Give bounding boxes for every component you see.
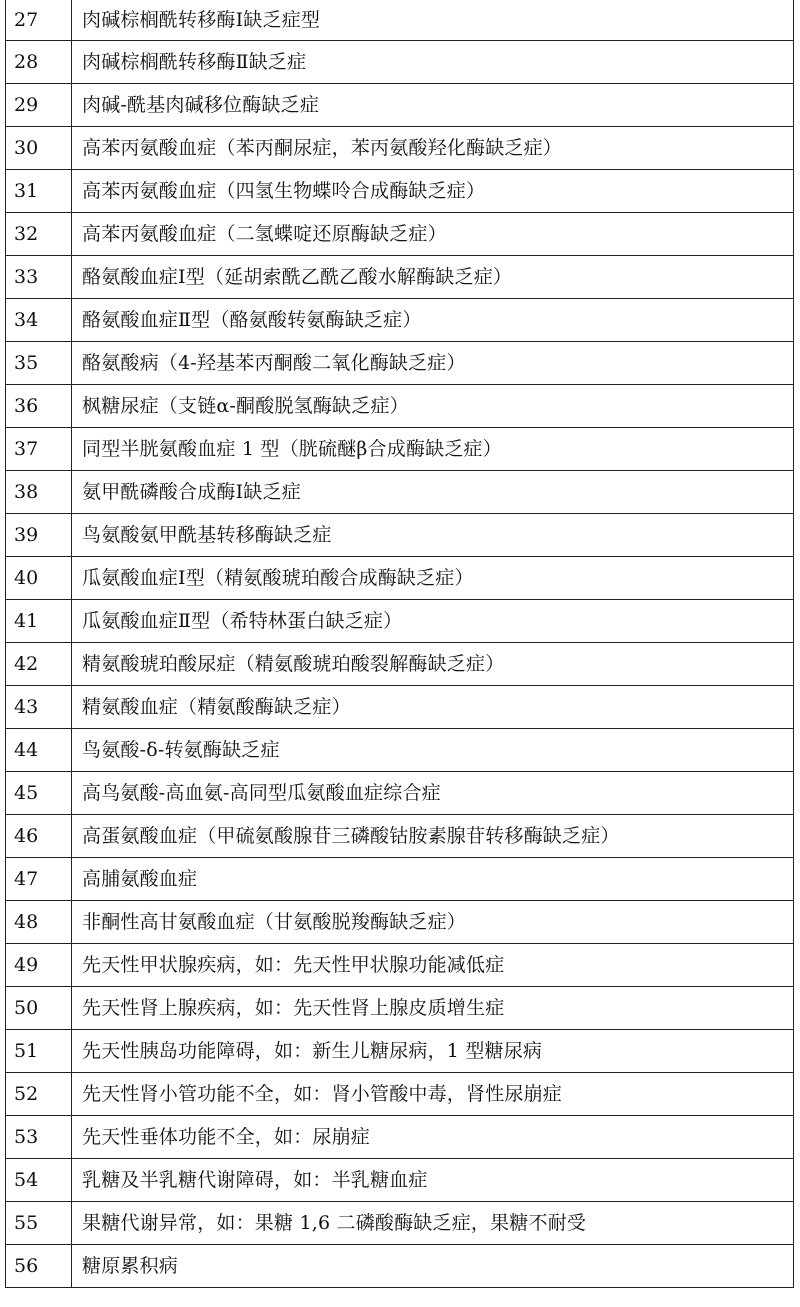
table-row [6,213,794,256]
row-number: 46 [6,815,72,858]
disease-name: 先天性甲状腺疾病，如：先天性甲状腺功能减低症 [72,944,794,987]
disease-name: 糖原累积病 [72,1245,794,1288]
row-number: 45 [6,772,72,815]
disease-name: 氨甲酰磷酸合成酶Ⅰ缺乏症 [72,471,794,514]
row-number: 56 [6,1245,72,1288]
disease-name: 瓜氨酸血症Ⅱ型（希特林蛋白缺乏症） [72,600,794,643]
table-row [6,1159,794,1202]
table-row [6,385,794,428]
table-row [6,815,794,858]
row-number: 27 [6,0,72,41]
row-number: 43 [6,686,72,729]
row-number: 52 [6,1073,72,1116]
row-number: 34 [6,299,72,342]
table-row [6,471,794,514]
table-row [6,987,794,1030]
table-row [6,729,794,772]
row-number: 33 [6,256,72,299]
row-number: 51 [6,1030,72,1073]
table-row [6,1030,794,1073]
disease-name: 高苯丙氨酸血症（四氢生物蝶呤合成酶缺乏症） [72,170,794,213]
disease-name: 高苯丙氨酸血症（二氢蝶啶还原酶缺乏症） [72,213,794,256]
disease-table [5,0,794,1288]
disease-name: 同型半胱氨酸血症 1 型（胱硫醚β合成酶缺乏症） [72,428,794,471]
disease-name: 果糖代谢异常，如：果糖 1,6 二磷酸酶缺乏症，果糖不耐受 [72,1202,794,1245]
table-row [6,1116,794,1159]
disease-name: 先天性肾上腺疾病，如：先天性肾上腺皮质增生症 [72,987,794,1030]
disease-name: 酪氨酸血症Ⅱ型（酪氨酸转氨酶缺乏症） [72,299,794,342]
disease-name: 鸟氨酸氨甲酰基转移酶缺乏症 [72,514,794,557]
table-row [6,256,794,299]
table-row [6,84,794,127]
disease-name: 乳糖及半乳糖代谢障碍，如：半乳糖血症 [72,1159,794,1202]
table-row [6,514,794,557]
row-number: 32 [6,213,72,256]
disease-name: 先天性胰岛功能障碍，如：新生儿糖尿病，1 型糖尿病 [72,1030,794,1073]
row-number: 29 [6,84,72,127]
disease-name: 肉碱棕榈酰转移酶Ⅱ缺乏症 [72,41,794,84]
disease-name: 枫糖尿症（支链α-酮酸脱氢酶缺乏症） [72,385,794,428]
table-row [6,41,794,84]
disease-name: 鸟氨酸-δ-转氨酶缺乏症 [72,729,794,772]
row-number: 30 [6,127,72,170]
row-number: 28 [6,41,72,84]
row-number: 47 [6,858,72,901]
table-row [6,1073,794,1116]
table-row [6,1245,794,1288]
disease-table-body [6,0,794,1288]
row-number: 54 [6,1159,72,1202]
row-number: 35 [6,342,72,385]
table-row [6,901,794,944]
table-row [6,686,794,729]
table-row [6,944,794,987]
row-number: 49 [6,944,72,987]
row-number: 36 [6,385,72,428]
table-row [6,858,794,901]
table-row [6,127,794,170]
row-number: 50 [6,987,72,1030]
table-row [6,299,794,342]
table-row [6,342,794,385]
row-number: 53 [6,1116,72,1159]
disease-name: 酪氨酸病（4-羟基苯丙酮酸二氧化酶缺乏症） [72,342,794,385]
disease-name: 肉碱-酰基肉碱移位酶缺乏症 [72,84,794,127]
disease-name: 瓜氨酸血症Ⅰ型（精氨酸琥珀酸合成酶缺乏症） [72,557,794,600]
table-row [6,170,794,213]
table-row [6,1202,794,1245]
table-row [6,557,794,600]
table-row [6,772,794,815]
disease-name: 高苯丙氨酸血症（苯丙酮尿症，苯丙氨酸羟化酶缺乏症） [72,127,794,170]
row-number: 41 [6,600,72,643]
table-row [6,428,794,471]
table-row [6,0,794,41]
table-row [6,643,794,686]
disease-name: 高脯氨酸血症 [72,858,794,901]
row-number: 48 [6,901,72,944]
disease-name: 高蛋氨酸血症（甲硫氨酸腺苷三磷酸钴胺素腺苷转移酶缺乏症） [72,815,794,858]
row-number: 37 [6,428,72,471]
row-number: 39 [6,514,72,557]
disease-name: 非酮性高甘氨酸血症（甘氨酸脱羧酶缺乏症） [72,901,794,944]
row-number: 40 [6,557,72,600]
disease-name: 肉碱棕榈酰转移酶Ⅰ缺乏症型 [72,0,794,41]
disease-name: 精氨酸琥珀酸尿症（精氨酸琥珀酸裂解酶缺乏症） [72,643,794,686]
disease-name: 精氨酸血症（精氨酸酶缺乏症） [72,686,794,729]
table-row [6,600,794,643]
row-number: 38 [6,471,72,514]
disease-name: 先天性垂体功能不全，如：尿崩症 [72,1116,794,1159]
disease-name: 酪氨酸血症Ⅰ型（延胡索酰乙酰乙酸水解酶缺乏症） [72,256,794,299]
row-number: 42 [6,643,72,686]
row-number: 31 [6,170,72,213]
row-number: 55 [6,1202,72,1245]
disease-name: 高鸟氨酸-高血氨-高同型瓜氨酸血症综合症 [72,772,794,815]
disease-name: 先天性肾小管功能不全，如：肾小管酸中毒，肾性尿崩症 [72,1073,794,1116]
row-number: 44 [6,729,72,772]
